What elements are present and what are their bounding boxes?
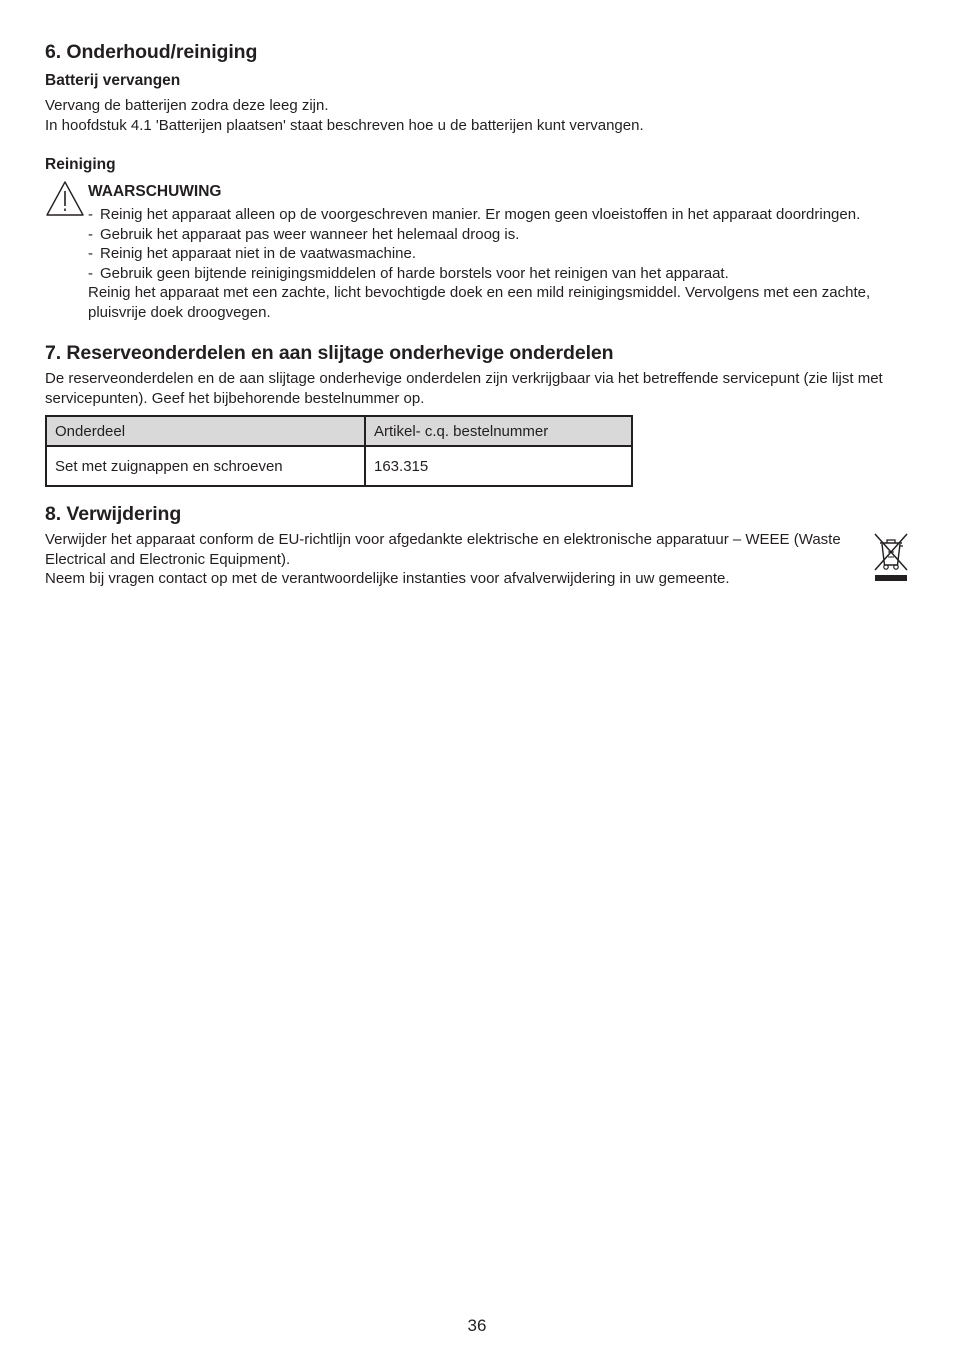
- table-row: [46, 446, 632, 486]
- warning-item: - Gebruik geen bijtende reinigingsmiddelen of harde borstels voor het reinigen van het apparaat.: [88, 264, 729, 282]
- warning-item: - Reinig het apparaat niet in de vaatwasmachine.: [88, 245, 417, 262]
- warning-list: [88, 205, 910, 283]
- battery-line-1: Vervang de batterijen zodra deze leeg zijn.: [45, 97, 329, 114]
- warning-item-text: Gebruik het apparaat pas weer wanneer het helemaal droog is.: [100, 225, 520, 243]
- warning-title: WAARSCHUWING: [88, 183, 222, 200]
- table-header-row: [46, 416, 632, 446]
- disposal-body: [45, 530, 910, 589]
- warning-item: - Gebruik het apparaat pas weer wanneer het helemaal droog is.: [88, 225, 520, 243]
- warning-item-text: Reinig het apparaat niet in de vaatwasmachine.: [100, 245, 417, 262]
- warning-triangle-icon: [45, 180, 85, 218]
- section-6-title: 6. Onderhoud/reiniging: [45, 41, 258, 63]
- table-header-number: Artikel- c.q. bestelnummer: [365, 416, 632, 446]
- battery-line-2: In hoofdstuk 4.1 'Batterijen plaatsen' staat beschreven hoe u de batterijen kunt vervangen.: [45, 116, 644, 134]
- manual-page: [45, 38, 910, 589]
- disposal-line-1: Verwijder het apparaat conform de EU-richtlijn voor afgedankte elektrische en elektronische apparatuur – WEEE (Waste Electrical and Electronic Equipment).: [45, 531, 841, 568]
- table-cell-part: Set met zuignappen en schroeven: [46, 446, 365, 486]
- section-7-title: 7. Reserveonderdelen en aan slijtage onderhevige onderdelen: [45, 342, 614, 364]
- warning-item-text: Reinig het apparaat alleen op de voorgeschreven manier. Er mogen geen vloeistoffen in het apparaat doordringen.: [100, 206, 861, 223]
- parts-table: [45, 415, 633, 487]
- section-8-title: 8. Verwijdering: [45, 503, 182, 525]
- table-cell-number: 163.315: [365, 446, 632, 486]
- battery-heading: Batterij vervangen: [45, 72, 181, 89]
- warning-item-text: Gebruik geen bijtende reinigingsmiddelen of harde borstels voor het reinigen van het apparaat.: [100, 264, 729, 282]
- disposal-line-2: Neem bij vragen contact op met de verantwoordelijke instanties voor afvalverwijdering in uw gemeente.: [45, 570, 730, 587]
- page-number: 36: [467, 1316, 487, 1335]
- cleaning-text: Reinig het apparaat met een zachte, licht bevochtigde doek en een mild reinigingsmiddel. Vervolgens met een zachte, pluisvrije doek droogvegen.: [88, 284, 871, 321]
- table-header-part: Onderdeel: [46, 416, 365, 446]
- section-7-text: De reserveonderdelen en de aan slijtage onderhevige onderdelen zijn verkrijgbaar via het betreffende servicepunt (zie lijst met servicepunten). Geef het bijbehorende bestelnummer op.: [45, 370, 883, 407]
- cleaning-heading: Reiniging: [45, 156, 116, 173]
- warning-block: [45, 181, 910, 322]
- battery-text: [45, 96, 910, 135]
- crossed-out-wheelie-bin-icon: [872, 530, 910, 582]
- warning-item: - Reinig het apparaat alleen op de voorgeschreven manier. Er mogen geen vloeistoffen in het apparaat doordringen.: [88, 206, 861, 223]
